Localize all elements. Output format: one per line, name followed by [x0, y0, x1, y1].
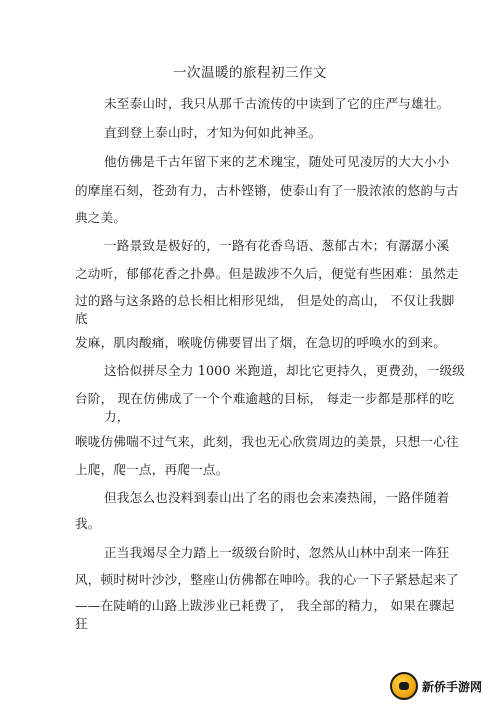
site-watermark	[390, 672, 492, 700]
paragraph-line: 他仿佛是千古年留下来的艺术瑰宝，随处可见凌厉的大大小小	[104, 154, 450, 169]
paragraph-line: 的摩崖石刻，苍劲有力，古朴铿锵，使泰山有了一股浓浓的悠韵与古	[75, 183, 459, 198]
paragraph-line: 力，	[104, 409, 130, 424]
paragraph-line: 未至泰山时，我只从那千古流传的中读到了它的庄严与雄壮。	[104, 96, 450, 111]
paragraph-line: 典之美。	[75, 210, 127, 225]
paragraph-line: 喉咙仿佛喘不过气来，此刻，我也无心欣赏周边的美景，只想一心往	[75, 434, 459, 449]
paragraph-line: ——在陡峭的山路上跋涉业已耗费了， 我全部的精力， 如果在骤起	[75, 598, 455, 613]
paragraph-line: 直到登上泰山时，才知为何如此神圣。	[104, 125, 322, 140]
paragraph-line: 风，顿时树叶沙沙，整座山仿佛都在呻吟。我的心一下子紧悬起来了	[75, 572, 459, 587]
paragraph-line: 我。	[75, 516, 101, 531]
paragraph-line: 狂	[75, 616, 88, 631]
paragraph-line: 上爬，爬一点，再爬一点。	[75, 462, 229, 477]
paragraph-line: 正当我竭尽全力踏上一级级台阶时，忽然从山林中刮来一阵狂	[104, 545, 450, 560]
paragraph-line: 但我怎么也没料到泰山出了名的雨也会来凑热闹，一路伴随着	[104, 490, 450, 505]
paragraph-line: 过的路与这条路的总长相比相形见绌， 但是处的高山， 不仅让我脚	[75, 293, 455, 308]
watermark-text: 新侨手游网	[422, 679, 483, 694]
paragraph-line: 台阶， 现在仿佛成了一个个难逾越的目标， 每走一步都是那样的吃	[75, 391, 455, 406]
paragraph-line: 这恰似拼尽全力 1000 米跑道，却比它更持久，更费劲，一级级	[104, 363, 466, 378]
paragraph-line: 一路景致是极好的，一路有花香鸟语、葱郁古木；有潺潺小溪	[104, 238, 450, 253]
paragraph-line: 之动听，郁郁花香之扑鼻。但是跋涉不久后，便觉有些困难：虽然走	[75, 266, 459, 281]
document-title: 一次温暖的旅程初三作文	[173, 65, 327, 81]
paragraph-line: 发麻，肌肉酸痛，喉咙仿佛要冒出了烟，在急切的呼唤水的到来。	[75, 335, 447, 350]
mascot-logo-icon	[390, 672, 418, 700]
paragraph-line: 底	[75, 311, 88, 326]
